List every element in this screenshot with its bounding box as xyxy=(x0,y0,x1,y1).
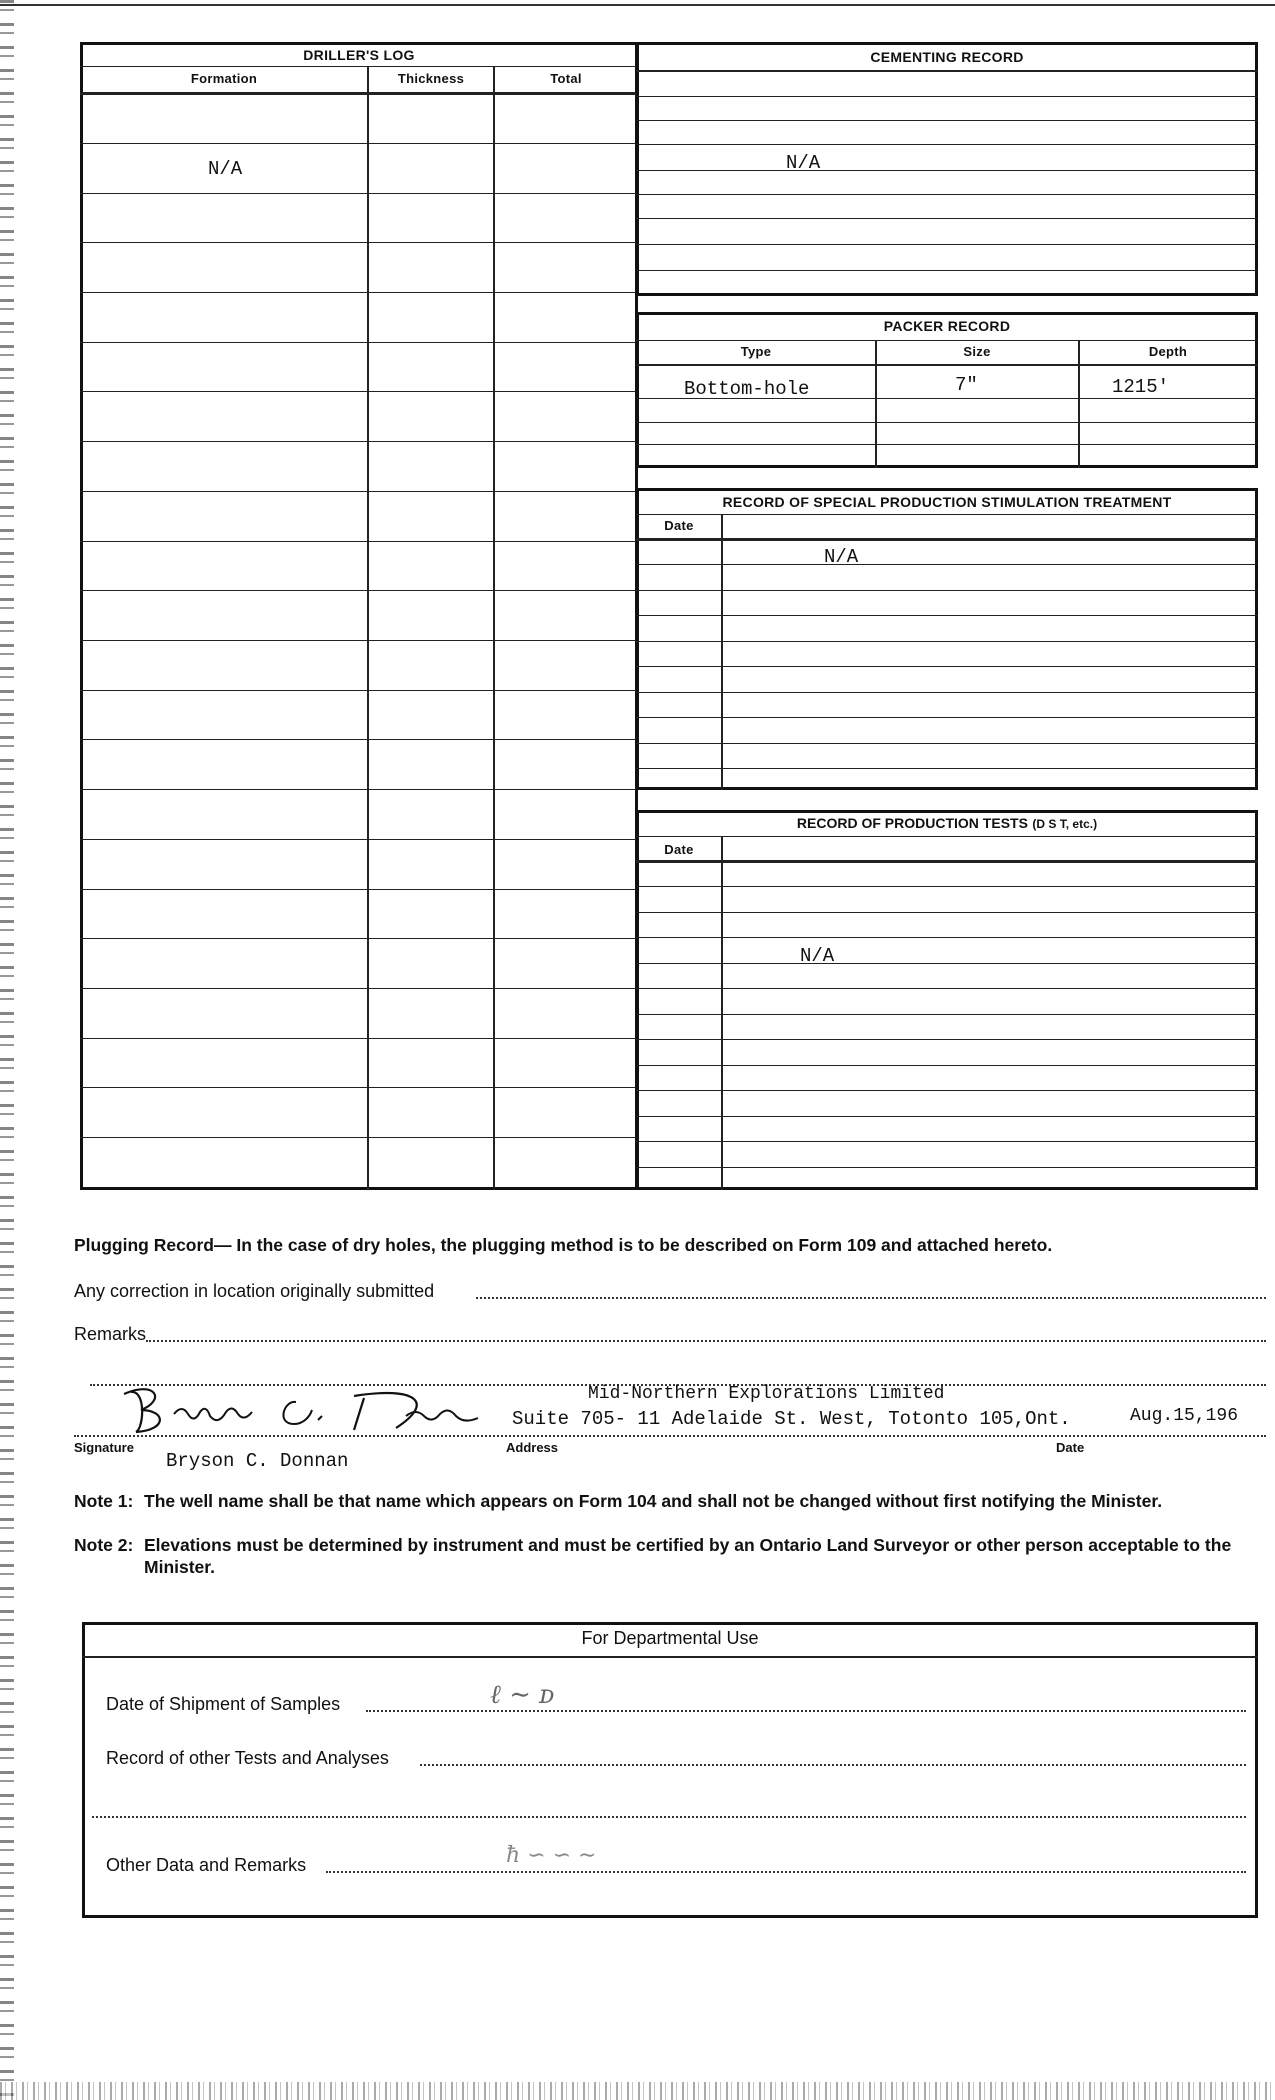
packer-col-divider-2 xyxy=(1078,340,1080,468)
production-tests-title-suffix: (D S T, etc.) xyxy=(1032,817,1098,831)
signature-label: Signature xyxy=(74,1440,134,1455)
drillers-log-title-line xyxy=(80,66,638,67)
production-row-line xyxy=(636,1090,1258,1091)
other-data-label: Other Data and Remarks xyxy=(106,1855,307,1875)
drillers-log-row-line xyxy=(80,1137,638,1138)
stimulation-date-divider xyxy=(721,514,723,790)
signature-dotted-line xyxy=(74,1435,1266,1437)
tests-label: Record of other Tests and Analyses xyxy=(106,1748,389,1768)
packer-header-line xyxy=(636,364,1258,366)
company-name: Mid-Northern Explorations Limited xyxy=(588,1384,945,1404)
production-tests-entry: N/A xyxy=(800,945,835,967)
drillers-log-row-line xyxy=(80,938,638,939)
production-row-line xyxy=(636,988,1258,989)
scan-left-edge xyxy=(0,0,14,2100)
stimulation-row-line xyxy=(636,564,1258,565)
shipment-dotted-line xyxy=(366,1710,1246,1712)
remarks-dotted-line xyxy=(146,1340,1266,1342)
cementing-row-line xyxy=(636,96,1258,97)
production-row-line xyxy=(636,1065,1258,1066)
drillers-log-row-line xyxy=(80,640,638,641)
signature-text: Bryson C. Donnan xyxy=(96,1438,105,1439)
note-2-text: Elevations must be determined by instrument and must be certified by an Ontario Land Surveyor or other person acceptable to the Minister. xyxy=(144,1535,1232,1577)
address-value: Suite 705- 11 Adelaide St. West, Totonto 105,Ont. xyxy=(512,1408,1071,1430)
stimulation-record-box xyxy=(636,488,1258,790)
top-border xyxy=(0,4,1275,6)
stimulation-row-line xyxy=(636,768,1258,769)
production-header-line xyxy=(636,860,1258,863)
drillers-log-row-line xyxy=(80,690,638,691)
production-date-header: Date xyxy=(664,842,694,857)
departmental-use-title: For Departmental Use xyxy=(581,1628,759,1648)
cementing-record-title: CEMENTING RECORD xyxy=(870,49,1024,65)
stimulation-row-line xyxy=(636,717,1258,718)
drillers-log-box xyxy=(80,42,638,1190)
total-header: Total xyxy=(550,71,582,86)
packer-type-value: Bottom-hole xyxy=(684,378,810,400)
packer-record-title: PACKER RECORD xyxy=(883,318,1011,334)
stimulation-row-line xyxy=(636,692,1258,693)
production-title-line xyxy=(636,836,1258,837)
stimulation-record-title: RECORD OF SPECIAL PRODUCTION STIMULATION TREATMENT xyxy=(722,494,1172,510)
production-row-line xyxy=(636,886,1258,887)
stimulation-row-line xyxy=(636,590,1258,591)
drillers-log-row-line xyxy=(80,242,638,243)
production-tests-title xyxy=(636,815,1258,833)
cementing-row-line xyxy=(636,120,1258,121)
correction-dotted-line xyxy=(476,1297,1266,1299)
drillers-log-row-line xyxy=(80,143,638,144)
production-row-line xyxy=(636,937,1258,938)
production-row-line xyxy=(636,1014,1258,1015)
scan-bottom-edge xyxy=(0,2082,1275,2100)
stimulation-row-line xyxy=(636,641,1258,642)
departmental-extra-dotted-line xyxy=(92,1816,1246,1818)
production-row-line xyxy=(636,912,1258,913)
drillers-log-row-line xyxy=(80,1087,638,1088)
packer-depth-header: Depth xyxy=(1148,344,1188,359)
drillers-log-row-line xyxy=(80,441,638,442)
cementing-row-line xyxy=(636,194,1258,195)
drillers-log-row-line xyxy=(80,988,638,989)
drillers-log-title: DRILLER'S LOG xyxy=(303,47,415,63)
stimulation-date-header: Date xyxy=(664,518,694,533)
packer-col-divider-1 xyxy=(875,340,877,468)
typed-signer-name: Bryson C. Donnan xyxy=(166,1450,349,1472)
departmental-title-line xyxy=(82,1656,1258,1658)
plugging-record-label: Plugging Record xyxy=(74,1235,214,1255)
production-tests-title-text: RECORD OF PRODUCTION TESTS xyxy=(796,815,1028,831)
drillers-log-row-line xyxy=(80,839,638,840)
drillers-log-row-line xyxy=(80,391,638,392)
production-row-line xyxy=(636,1167,1258,1168)
cementing-row-line xyxy=(636,170,1258,171)
drillers-log-col-divider-1 xyxy=(367,66,369,1190)
packer-size-value: 7" xyxy=(955,374,978,396)
drillers-log-row-line xyxy=(80,590,638,591)
note-1-text: The well name shall be that name which appears on Form 104 and shall not be changed without first notifying the Minister. xyxy=(144,1491,1163,1511)
production-row-line xyxy=(636,1141,1258,1142)
date-label: Date xyxy=(1056,1440,1085,1455)
note-1-label: Note 1: xyxy=(74,1491,134,1511)
packer-title-line xyxy=(636,340,1258,341)
packer-row-line xyxy=(636,422,1258,423)
production-row-line xyxy=(636,1116,1258,1117)
stimulation-row-line xyxy=(636,743,1258,744)
handwritten-signature xyxy=(96,1380,506,1440)
address-label: Address xyxy=(506,1440,559,1455)
packer-depth-value: 1215' xyxy=(1112,376,1170,398)
drillers-log-entry: N/A xyxy=(208,158,243,180)
production-row-line xyxy=(636,963,1258,964)
production-date-divider xyxy=(721,836,723,1190)
drillers-log-row-line xyxy=(80,342,638,343)
other-data-handwriting: ħ ∽ ∽ ∼ xyxy=(506,1843,597,1868)
production-row-line xyxy=(636,1039,1258,1040)
other-data-dotted-line xyxy=(326,1871,1246,1873)
production-tests-box xyxy=(636,810,1258,1190)
drillers-log-col-divider-2 xyxy=(493,66,495,1190)
shipment-handwriting: ℓ ∼ ᴅ xyxy=(490,1680,555,1710)
cementing-row-line xyxy=(636,270,1258,271)
cementing-header-line xyxy=(636,70,1258,72)
cementing-row-line xyxy=(636,244,1258,245)
note-2-label: Note 2: xyxy=(74,1535,134,1555)
drillers-log-row-line xyxy=(80,1038,638,1039)
cementing-row-line xyxy=(636,218,1258,219)
packer-size-header: Size xyxy=(963,344,991,359)
remarks-label: Remarks xyxy=(74,1324,147,1344)
stimulation-row-line xyxy=(636,666,1258,667)
formation-header: Formation xyxy=(190,71,258,86)
thickness-header: Thickness xyxy=(397,71,465,86)
drillers-log-row-line xyxy=(80,193,638,194)
shipment-label: Date of Shipment of Samples xyxy=(106,1694,341,1714)
stimulation-header-line xyxy=(636,538,1258,541)
packer-type-header: Type xyxy=(740,344,772,359)
drillers-log-header-line xyxy=(80,92,638,95)
cementing-record-box xyxy=(636,42,1258,296)
packer-row-line xyxy=(636,444,1258,445)
stimulation-entry: N/A xyxy=(824,546,859,568)
stimulation-row-line xyxy=(636,615,1258,616)
drillers-log-row-line xyxy=(80,789,638,790)
drillers-log-row-line xyxy=(80,292,638,293)
plugging-record-line xyxy=(74,1234,1264,1256)
date-value: Aug.15,196 xyxy=(1130,1406,1239,1426)
stimulation-title-line xyxy=(636,514,1258,515)
drillers-log-row-line xyxy=(80,739,638,740)
cementing-row-line xyxy=(636,144,1258,145)
cementing-record-entry: N/A xyxy=(786,152,821,174)
drillers-log-row-line xyxy=(80,541,638,542)
plugging-record-text: — In the case of dry holes, the plugging method is to be described on Form 109 and attached hereto. xyxy=(214,1235,1053,1255)
tests-dotted-line xyxy=(420,1764,1246,1766)
correction-label: Any correction in location originally submitted xyxy=(74,1281,435,1301)
drillers-log-row-line xyxy=(80,889,638,890)
drillers-log-row-line xyxy=(80,491,638,492)
